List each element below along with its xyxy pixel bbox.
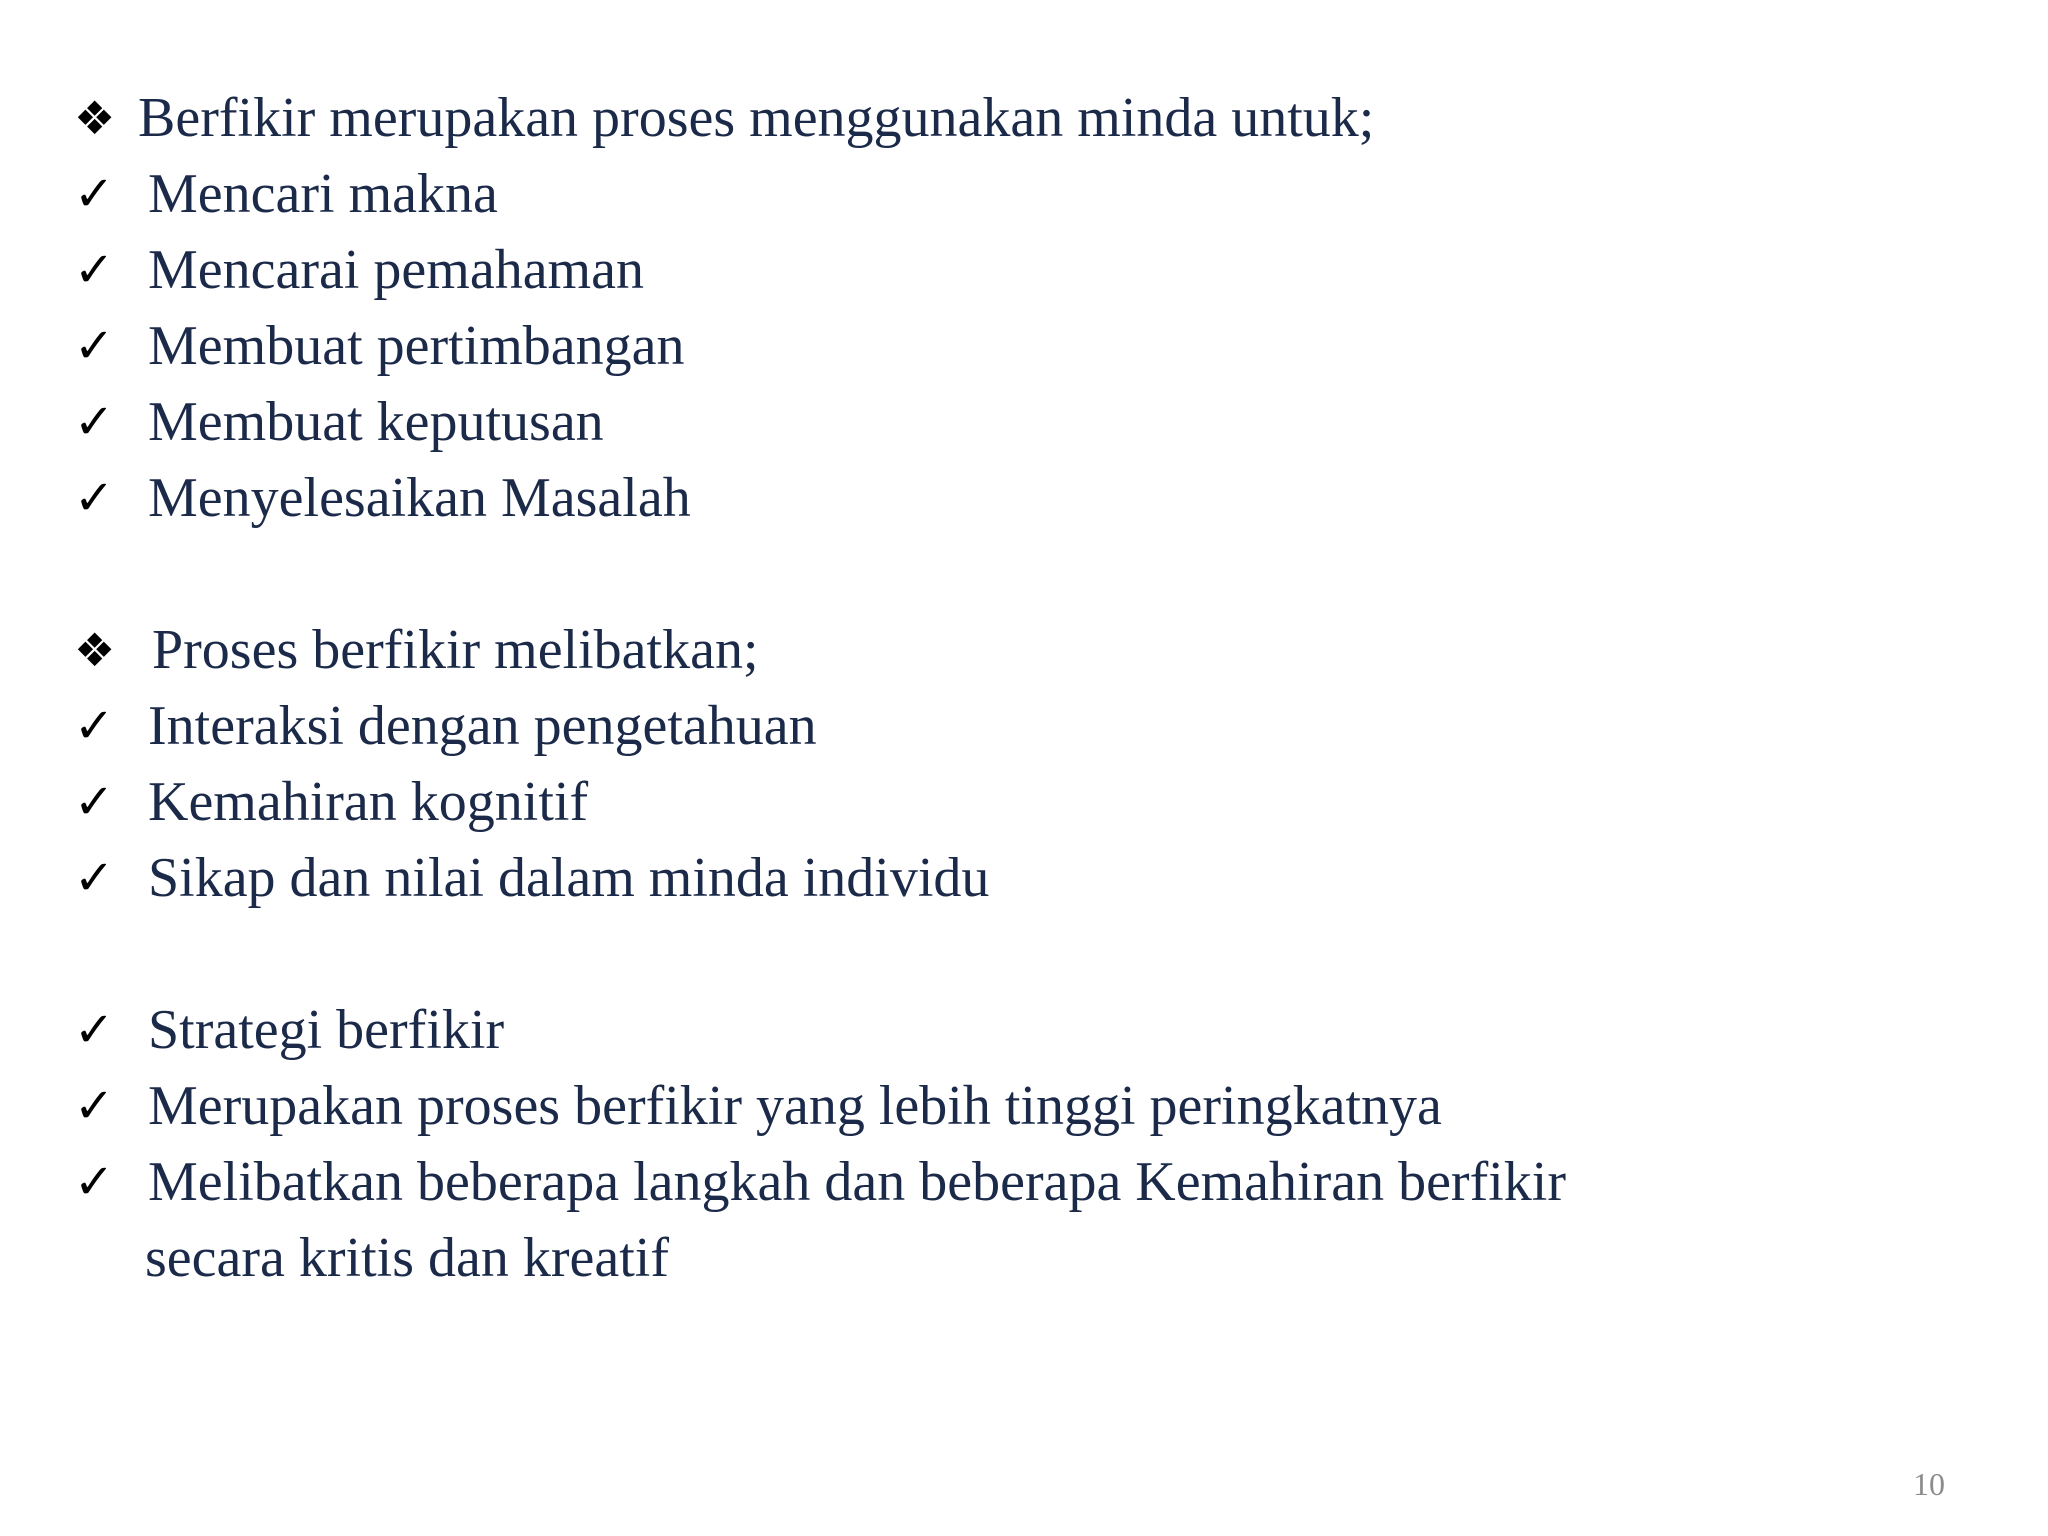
- section2-heading: Proses berfikir melibatkan;: [152, 619, 759, 681]
- checkmark-icon: ✓: [74, 166, 115, 222]
- checkmark-icon: ✓: [74, 1078, 115, 1134]
- checkmark-icon: ✓: [74, 318, 115, 374]
- list-item: [74, 384, 604, 460]
- list-item-text: Kemahiran kognitif: [148, 771, 589, 833]
- list-item: [74, 156, 498, 232]
- checkmark-icon: ✓: [74, 850, 115, 906]
- diamond-bullet-icon: ❖: [74, 623, 116, 677]
- list-item: [74, 460, 691, 536]
- checkmark-icon: ✓: [74, 774, 115, 830]
- checkmark-icon: ✓: [74, 394, 115, 450]
- checkmark-icon: ✓: [74, 1154, 115, 1210]
- checkmark-icon: ✓: [74, 242, 115, 298]
- list-item: [74, 992, 504, 1068]
- list-item: [74, 1144, 1566, 1220]
- section1-heading: Berfikir merupakan proses menggunakan minda untuk;: [138, 87, 1375, 149]
- list-item-continuation: secara kritis dan kreatif: [145, 1227, 669, 1289]
- list-item: [74, 688, 817, 764]
- list-item-text: Membuat keputusan: [148, 391, 604, 453]
- list-item-text: Melibatkan beberapa langkah dan beberapa Kemahiran berfikir: [148, 1151, 1566, 1213]
- list-item-text: Mencari makna: [148, 163, 498, 225]
- list-item: [74, 308, 685, 384]
- list-item-text: Membuat pertimbangan: [148, 315, 685, 377]
- list-item-text: Sikap dan nilai dalam minda individu: [148, 847, 990, 909]
- list-item-text: Interaksi dengan pengetahuan: [148, 695, 817, 757]
- list-item-text: Mencarai pemahaman: [148, 239, 644, 301]
- list-item: [74, 764, 588, 840]
- checkmark-icon: ✓: [74, 698, 115, 754]
- list-item-text: Merupakan proses berfikir yang lebih tinggi peringkatnya: [148, 1075, 1442, 1137]
- section1-heading-line: [74, 80, 1374, 156]
- section2-heading-line: [74, 612, 759, 688]
- checkmark-icon: ✓: [74, 1002, 115, 1058]
- checkmark-icon: ✓: [74, 470, 115, 526]
- list-item: [74, 1068, 1442, 1144]
- page-number: 10: [1913, 1466, 1945, 1502]
- list-item-text: Menyelesaikan Masalah: [148, 467, 691, 529]
- list-item: [74, 840, 989, 916]
- list-item-text: Strategi berfikir: [148, 999, 505, 1061]
- list-item: [74, 232, 644, 308]
- diamond-bullet-icon: ❖: [74, 91, 116, 145]
